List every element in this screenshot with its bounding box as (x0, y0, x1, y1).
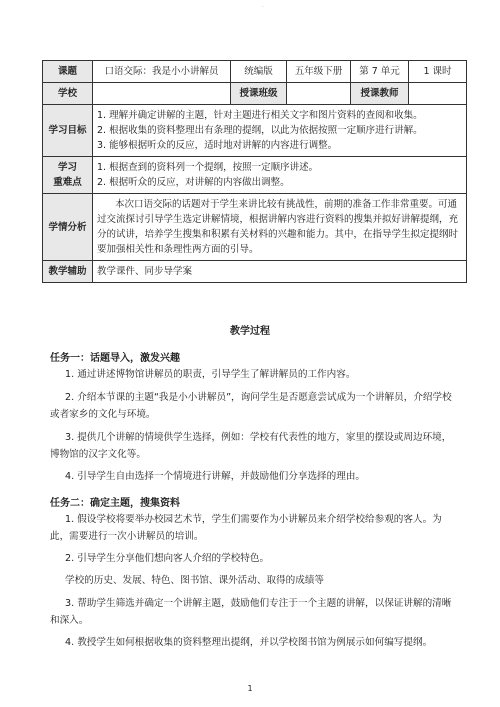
task1-para: 2. 介绍本节课的主题“我是小小讲解员”，询问学生是否愿意尝试成为一个讲解员，介绍学校或者家乡的文化与环境。 (50, 392, 452, 420)
lesson-title: 口语交际：我是小小讲解员 (93, 61, 231, 83)
school-label: 学校 (43, 83, 93, 105)
teacher-label: 授课教师 (351, 83, 409, 105)
analysis-content: 本次口语交际的话题对于学生来讲比较有挑战性，前期的准备工作非常重要。可通过交流探讨引导学生选定讲解情境，根据讲解内容进行资料的搜集并拟好讲解提纲，充分的试讲，培养学生搜集和积累有关材料的兴趣和能力。其中，在指导学生拟定提纲时要加强相关性和条理性两方面的引导。 (93, 194, 467, 261)
goal-item: 2. 根据收集的资料整理出有条理的提纲，以此为依据按照一定顺序进行讲解。 (97, 125, 423, 136)
school-value (93, 83, 231, 105)
class-value (287, 83, 351, 105)
class-label: 授课班级 (231, 83, 287, 105)
task2-para: 3. 帮助学生筛选并确定一个讲解主题，鼓励他们专注于一个主题的讲解，以保证讲解的清晰和深入。 (50, 598, 452, 626)
process-title: 教学过程 (230, 326, 270, 337)
aids-label: 教学辅助 (43, 261, 93, 283)
task2-para: 1. 假设学校将要举办校园艺术节，学生们需要作为小讲解员来介绍学校给参观的客人。为此，需要进行一次小讲解员的培训。 (50, 514, 442, 542)
table-row (43, 261, 467, 283)
edition: 统编版 (231, 61, 287, 83)
task1-para: 1. 通过讲述博物馆讲解员的职责，引导学生了解讲解员的工作内容。 (65, 369, 356, 380)
goal-item: 1. 理解并确定讲解的主题，针对主题进行相关文字和图片资料的查阅和收集。 (97, 110, 423, 121)
goals-content (93, 105, 467, 157)
topic-label: 课题 (43, 61, 93, 83)
task2-para: 4. 教授学生如何根据收集的资料整理出提纲，并以学校图书馆为例展示如何编写提纲。 (65, 637, 433, 648)
key-point-item: 2. 根据听众的反应，对讲解的内容做出调整。 (97, 177, 290, 188)
analysis-label: 学情分析 (43, 194, 93, 261)
key-point-item: 1. 根据查到的资料列一个提纲，按照一定顺序讲述。 (97, 162, 319, 173)
task1-para: 3. 提供几个讲解的情境供学生选择，例如：学校有代表性的地方，家里的摆设或周边环境，博物馆的汉字文化等。 (50, 432, 452, 460)
table-row (43, 157, 467, 194)
table-row (43, 61, 467, 83)
task2-title: 任务二：确定主题，搜集资料 (50, 498, 180, 509)
teacher-value (409, 83, 467, 105)
lesson-info-table (42, 60, 467, 283)
task1-para: 4. 引导学生自由选择一个情境进行讲解，并鼓励他们分享选择的理由。 (65, 471, 366, 482)
page-number: 1 (247, 684, 253, 693)
class-hours: 1 课时 (409, 61, 467, 83)
table-row (43, 83, 467, 105)
table-row (43, 194, 467, 261)
unit: 第 7 单元 (351, 61, 409, 83)
goal-item: 3. 能够根据听众的反应，适时地对讲解的内容进行调整。 (97, 140, 338, 151)
top-mark: · (262, 4, 264, 11)
key-points-label: 学习 重难点 (43, 157, 93, 194)
table-row (43, 105, 467, 157)
task2-para: 学校的历史、发展、特色、图书馆、课外活动、取得的成绩等 (65, 575, 325, 586)
task2-para: 2. 引导学生分享他们想向客人介绍的学校特色。 (65, 553, 270, 564)
goals-label: 学习目标 (43, 105, 93, 157)
aids-content: 教学课件、同步导学案 (93, 261, 467, 283)
task1-title: 任务一：话题导入，激发兴趣 (50, 353, 180, 364)
grade: 五年级下册 (287, 61, 351, 83)
key-points-content (93, 157, 467, 194)
